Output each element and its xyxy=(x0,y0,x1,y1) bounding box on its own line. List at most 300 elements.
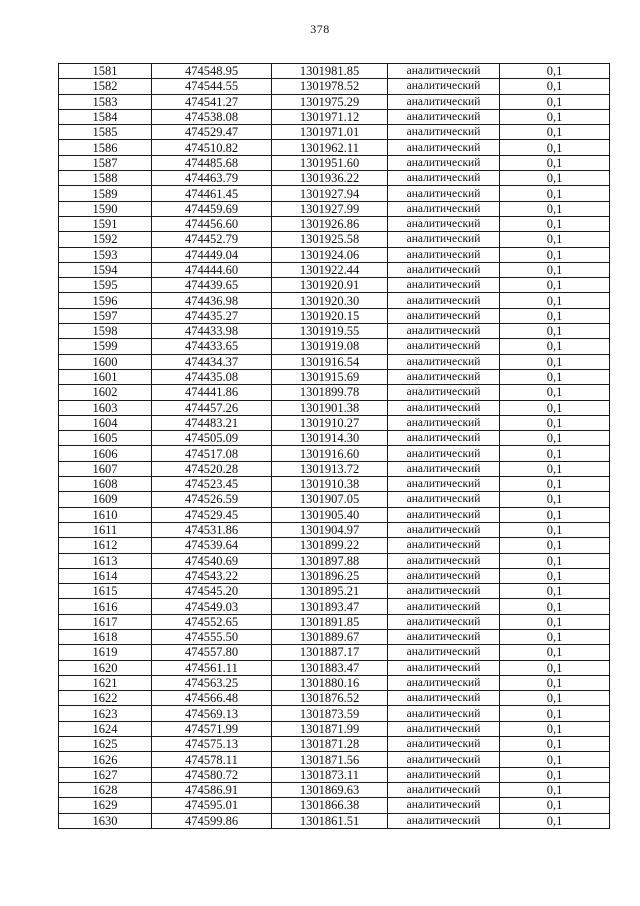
accuracy-cell: 0,1 xyxy=(500,140,610,155)
point-number-cell: 1617 xyxy=(59,614,152,629)
accuracy-cell: 0,1 xyxy=(500,767,610,782)
y-coordinate-cell: 1301873.11 xyxy=(272,767,388,782)
y-coordinate-cell: 1301876.52 xyxy=(272,691,388,706)
table-row xyxy=(59,232,610,247)
method-cell: аналитический xyxy=(388,308,500,323)
x-coordinate-cell: 474436.98 xyxy=(152,293,272,308)
y-coordinate-cell: 1301899.22 xyxy=(272,538,388,553)
accuracy-cell: 0,1 xyxy=(500,262,610,277)
x-coordinate-cell: 474444.60 xyxy=(152,262,272,277)
y-coordinate-cell: 1301897.88 xyxy=(272,553,388,568)
table-row xyxy=(59,461,610,476)
y-coordinate-cell: 1301866.38 xyxy=(272,798,388,813)
table-row xyxy=(59,813,610,828)
y-coordinate-cell: 1301971.12 xyxy=(272,109,388,124)
point-number-cell: 1613 xyxy=(59,553,152,568)
point-number-cell: 1623 xyxy=(59,706,152,721)
y-coordinate-cell: 1301975.29 xyxy=(272,94,388,109)
x-coordinate-cell: 474566.48 xyxy=(152,691,272,706)
table-row xyxy=(59,339,610,354)
table-row xyxy=(59,293,610,308)
point-number-cell: 1591 xyxy=(59,216,152,231)
point-number-cell: 1609 xyxy=(59,492,152,507)
y-coordinate-cell: 1301971.01 xyxy=(272,125,388,140)
accuracy-cell: 0,1 xyxy=(500,522,610,537)
x-coordinate-cell: 474540.69 xyxy=(152,553,272,568)
accuracy-cell: 0,1 xyxy=(500,308,610,323)
method-cell: аналитический xyxy=(388,568,500,583)
y-coordinate-cell: 1301910.27 xyxy=(272,415,388,430)
point-number-cell: 1625 xyxy=(59,737,152,752)
point-number-cell: 1594 xyxy=(59,262,152,277)
point-number-cell: 1601 xyxy=(59,369,152,384)
table-row xyxy=(59,584,610,599)
accuracy-cell: 0,1 xyxy=(500,247,610,262)
accuracy-cell: 0,1 xyxy=(500,584,610,599)
accuracy-cell: 0,1 xyxy=(500,706,610,721)
point-number-cell: 1610 xyxy=(59,507,152,522)
table-row xyxy=(59,614,610,629)
y-coordinate-cell: 1301962.11 xyxy=(272,140,388,155)
table-row xyxy=(59,171,610,186)
accuracy-cell: 0,1 xyxy=(500,813,610,828)
y-coordinate-cell: 1301871.28 xyxy=(272,737,388,752)
method-cell: аналитический xyxy=(388,538,500,553)
point-number-cell: 1603 xyxy=(59,400,152,415)
method-cell: аналитический xyxy=(388,645,500,660)
method-cell: аналитический xyxy=(388,431,500,446)
y-coordinate-cell: 1301891.85 xyxy=(272,614,388,629)
y-coordinate-cell: 1301926.86 xyxy=(272,216,388,231)
method-cell: аналитический xyxy=(388,94,500,109)
point-number-cell: 1600 xyxy=(59,354,152,369)
point-number-cell: 1630 xyxy=(59,813,152,828)
x-coordinate-cell: 474543.22 xyxy=(152,568,272,583)
method-cell: аналитический xyxy=(388,79,500,94)
point-number-cell: 1596 xyxy=(59,293,152,308)
point-number-cell: 1612 xyxy=(59,538,152,553)
method-cell: аналитический xyxy=(388,752,500,767)
x-coordinate-cell: 474457.26 xyxy=(152,400,272,415)
y-coordinate-cell: 1301981.85 xyxy=(272,64,388,79)
x-coordinate-cell: 474541.27 xyxy=(152,94,272,109)
accuracy-cell: 0,1 xyxy=(500,614,610,629)
y-coordinate-cell: 1301916.60 xyxy=(272,446,388,461)
table-row xyxy=(59,354,610,369)
accuracy-cell: 0,1 xyxy=(500,431,610,446)
method-cell: аналитический xyxy=(388,721,500,736)
table-row xyxy=(59,369,610,384)
x-coordinate-cell: 474531.86 xyxy=(152,522,272,537)
accuracy-cell: 0,1 xyxy=(500,216,610,231)
x-coordinate-cell: 474517.08 xyxy=(152,446,272,461)
accuracy-cell: 0,1 xyxy=(500,645,610,660)
y-coordinate-cell: 1301936.22 xyxy=(272,171,388,186)
x-coordinate-cell: 474595.01 xyxy=(152,798,272,813)
x-coordinate-cell: 474552.65 xyxy=(152,614,272,629)
accuracy-cell: 0,1 xyxy=(500,538,610,553)
method-cell: аналитический xyxy=(388,216,500,231)
table-row xyxy=(59,675,610,690)
y-coordinate-cell: 1301915.69 xyxy=(272,369,388,384)
y-coordinate-cell: 1301869.63 xyxy=(272,782,388,797)
y-coordinate-cell: 1301889.67 xyxy=(272,629,388,644)
x-coordinate-cell: 474571.99 xyxy=(152,721,272,736)
x-coordinate-cell: 474510.82 xyxy=(152,140,272,155)
point-number-cell: 1626 xyxy=(59,752,152,767)
method-cell: аналитический xyxy=(388,415,500,430)
accuracy-cell: 0,1 xyxy=(500,94,610,109)
table-row xyxy=(59,186,610,201)
x-coordinate-cell: 474555.50 xyxy=(152,629,272,644)
accuracy-cell: 0,1 xyxy=(500,171,610,186)
accuracy-cell: 0,1 xyxy=(500,324,610,339)
point-number-cell: 1620 xyxy=(59,660,152,675)
x-coordinate-cell: 474563.25 xyxy=(152,675,272,690)
point-number-cell: 1605 xyxy=(59,431,152,446)
x-coordinate-cell: 474545.20 xyxy=(152,584,272,599)
x-coordinate-cell: 474441.86 xyxy=(152,385,272,400)
accuracy-cell: 0,1 xyxy=(500,782,610,797)
table-row xyxy=(59,64,610,79)
point-number-cell: 1598 xyxy=(59,324,152,339)
point-number-cell: 1590 xyxy=(59,201,152,216)
table-row xyxy=(59,308,610,323)
method-cell: аналитический xyxy=(388,706,500,721)
method-cell: аналитический xyxy=(388,553,500,568)
y-coordinate-cell: 1301873.59 xyxy=(272,706,388,721)
point-number-cell: 1589 xyxy=(59,186,152,201)
y-coordinate-cell: 1301896.25 xyxy=(272,568,388,583)
x-coordinate-cell: 474538.08 xyxy=(152,109,272,124)
table-row xyxy=(59,446,610,461)
point-number-cell: 1622 xyxy=(59,691,152,706)
accuracy-cell: 0,1 xyxy=(500,553,610,568)
accuracy-cell: 0,1 xyxy=(500,354,610,369)
method-cell: аналитический xyxy=(388,660,500,675)
y-coordinate-cell: 1301914.30 xyxy=(272,431,388,446)
table-row xyxy=(59,522,610,537)
table-row xyxy=(59,79,610,94)
method-cell: аналитический xyxy=(388,798,500,813)
method-cell: аналитический xyxy=(388,813,500,828)
table-row xyxy=(59,109,610,124)
accuracy-cell: 0,1 xyxy=(500,415,610,430)
y-coordinate-cell: 1301920.91 xyxy=(272,278,388,293)
method-cell: аналитический xyxy=(388,155,500,170)
y-coordinate-cell: 1301978.52 xyxy=(272,79,388,94)
table-row xyxy=(59,507,610,522)
point-number-cell: 1615 xyxy=(59,584,152,599)
method-cell: аналитический xyxy=(388,369,500,384)
method-cell: аналитический xyxy=(388,737,500,752)
accuracy-cell: 0,1 xyxy=(500,675,610,690)
accuracy-cell: 0,1 xyxy=(500,79,610,94)
y-coordinate-cell: 1301927.99 xyxy=(272,201,388,216)
accuracy-cell: 0,1 xyxy=(500,629,610,644)
accuracy-cell: 0,1 xyxy=(500,721,610,736)
x-coordinate-cell: 474539.64 xyxy=(152,538,272,553)
accuracy-cell: 0,1 xyxy=(500,492,610,507)
accuracy-cell: 0,1 xyxy=(500,737,610,752)
table-row xyxy=(59,324,610,339)
table-row xyxy=(59,737,610,752)
accuracy-cell: 0,1 xyxy=(500,232,610,247)
accuracy-cell: 0,1 xyxy=(500,461,610,476)
method-cell: аналитический xyxy=(388,247,500,262)
x-coordinate-cell: 474548.95 xyxy=(152,64,272,79)
accuracy-cell: 0,1 xyxy=(500,660,610,675)
accuracy-cell: 0,1 xyxy=(500,109,610,124)
y-coordinate-cell: 1301913.72 xyxy=(272,461,388,476)
method-cell: аналитический xyxy=(388,691,500,706)
point-number-cell: 1595 xyxy=(59,278,152,293)
table-row xyxy=(59,125,610,140)
x-coordinate-cell: 474520.28 xyxy=(152,461,272,476)
point-number-cell: 1611 xyxy=(59,522,152,537)
accuracy-cell: 0,1 xyxy=(500,293,610,308)
x-coordinate-cell: 474561.11 xyxy=(152,660,272,675)
point-number-cell: 1584 xyxy=(59,109,152,124)
table-row xyxy=(59,140,610,155)
table-row xyxy=(59,553,610,568)
x-coordinate-cell: 474485.68 xyxy=(152,155,272,170)
x-coordinate-cell: 474529.47 xyxy=(152,125,272,140)
point-number-cell: 1614 xyxy=(59,568,152,583)
method-cell: аналитический xyxy=(388,477,500,492)
table-row xyxy=(59,385,610,400)
method-cell: аналитический xyxy=(388,492,500,507)
x-coordinate-cell: 474435.27 xyxy=(152,308,272,323)
y-coordinate-cell: 1301910.38 xyxy=(272,477,388,492)
y-coordinate-cell: 1301951.60 xyxy=(272,155,388,170)
method-cell: аналитический xyxy=(388,446,500,461)
coordinates-table-body xyxy=(59,64,610,829)
method-cell: аналитический xyxy=(388,324,500,339)
method-cell: аналитический xyxy=(388,614,500,629)
method-cell: аналитический xyxy=(388,109,500,124)
point-number-cell: 1585 xyxy=(59,125,152,140)
table-row xyxy=(59,706,610,721)
x-coordinate-cell: 474523.45 xyxy=(152,477,272,492)
point-number-cell: 1588 xyxy=(59,171,152,186)
table-row xyxy=(59,155,610,170)
x-coordinate-cell: 474483.21 xyxy=(152,415,272,430)
table-row xyxy=(59,752,610,767)
table-row xyxy=(59,645,610,660)
table-row xyxy=(59,477,610,492)
accuracy-cell: 0,1 xyxy=(500,477,610,492)
accuracy-cell: 0,1 xyxy=(500,385,610,400)
method-cell: аналитический xyxy=(388,125,500,140)
x-coordinate-cell: 474449.04 xyxy=(152,247,272,262)
y-coordinate-cell: 1301916.54 xyxy=(272,354,388,369)
point-number-cell: 1587 xyxy=(59,155,152,170)
x-coordinate-cell: 474452.79 xyxy=(152,232,272,247)
point-number-cell: 1583 xyxy=(59,94,152,109)
accuracy-cell: 0,1 xyxy=(500,798,610,813)
method-cell: аналитический xyxy=(388,140,500,155)
y-coordinate-cell: 1301883.47 xyxy=(272,660,388,675)
point-number-cell: 1606 xyxy=(59,446,152,461)
x-coordinate-cell: 474544.55 xyxy=(152,79,272,94)
method-cell: аналитический xyxy=(388,354,500,369)
x-coordinate-cell: 474463.79 xyxy=(152,171,272,186)
y-coordinate-cell: 1301895.21 xyxy=(272,584,388,599)
y-coordinate-cell: 1301899.78 xyxy=(272,385,388,400)
accuracy-cell: 0,1 xyxy=(500,752,610,767)
method-cell: аналитический xyxy=(388,629,500,644)
accuracy-cell: 0,1 xyxy=(500,64,610,79)
y-coordinate-cell: 1301924.06 xyxy=(272,247,388,262)
y-coordinate-cell: 1301861.51 xyxy=(272,813,388,828)
method-cell: аналитический xyxy=(388,385,500,400)
y-coordinate-cell: 1301904.97 xyxy=(272,522,388,537)
table-row xyxy=(59,94,610,109)
point-number-cell: 1593 xyxy=(59,247,152,262)
y-coordinate-cell: 1301919.08 xyxy=(272,339,388,354)
x-coordinate-cell: 474569.13 xyxy=(152,706,272,721)
x-coordinate-cell: 474461.45 xyxy=(152,186,272,201)
method-cell: аналитический xyxy=(388,782,500,797)
point-number-cell: 1582 xyxy=(59,79,152,94)
x-coordinate-cell: 474439.65 xyxy=(152,278,272,293)
x-coordinate-cell: 474505.09 xyxy=(152,431,272,446)
accuracy-cell: 0,1 xyxy=(500,278,610,293)
accuracy-cell: 0,1 xyxy=(500,568,610,583)
table-row xyxy=(59,201,610,216)
method-cell: аналитический xyxy=(388,767,500,782)
point-number-cell: 1599 xyxy=(59,339,152,354)
table-row xyxy=(59,798,610,813)
y-coordinate-cell: 1301880.16 xyxy=(272,675,388,690)
point-number-cell: 1607 xyxy=(59,461,152,476)
table-row xyxy=(59,721,610,736)
y-coordinate-cell: 1301907.05 xyxy=(272,492,388,507)
x-coordinate-cell: 474526.59 xyxy=(152,492,272,507)
table-row xyxy=(59,629,610,644)
method-cell: аналитический xyxy=(388,400,500,415)
method-cell: аналитический xyxy=(388,278,500,293)
method-cell: аналитический xyxy=(388,232,500,247)
table-row xyxy=(59,492,610,507)
y-coordinate-cell: 1301919.55 xyxy=(272,324,388,339)
accuracy-cell: 0,1 xyxy=(500,186,610,201)
point-number-cell: 1581 xyxy=(59,64,152,79)
table-row xyxy=(59,568,610,583)
x-coordinate-cell: 474575.13 xyxy=(152,737,272,752)
point-number-cell: 1627 xyxy=(59,767,152,782)
y-coordinate-cell: 1301871.99 xyxy=(272,721,388,736)
x-coordinate-cell: 474599.86 xyxy=(152,813,272,828)
table-row xyxy=(59,782,610,797)
point-number-cell: 1586 xyxy=(59,140,152,155)
y-coordinate-cell: 1301920.15 xyxy=(272,308,388,323)
table-row xyxy=(59,216,610,231)
table-row xyxy=(59,599,610,614)
table-row xyxy=(59,660,610,675)
table-row xyxy=(59,278,610,293)
point-number-cell: 1619 xyxy=(59,645,152,660)
method-cell: аналитический xyxy=(388,599,500,614)
y-coordinate-cell: 1301871.56 xyxy=(272,752,388,767)
point-number-cell: 1624 xyxy=(59,721,152,736)
table-row xyxy=(59,400,610,415)
x-coordinate-cell: 474456.60 xyxy=(152,216,272,231)
table-row xyxy=(59,415,610,430)
method-cell: аналитический xyxy=(388,584,500,599)
table-row xyxy=(59,431,610,446)
method-cell: аналитический xyxy=(388,507,500,522)
x-coordinate-cell: 474529.45 xyxy=(152,507,272,522)
accuracy-cell: 0,1 xyxy=(500,155,610,170)
coordinates-table xyxy=(58,63,610,829)
point-number-cell: 1616 xyxy=(59,599,152,614)
point-number-cell: 1618 xyxy=(59,629,152,644)
method-cell: аналитический xyxy=(388,262,500,277)
accuracy-cell: 0,1 xyxy=(500,201,610,216)
method-cell: аналитический xyxy=(388,186,500,201)
table-row xyxy=(59,538,610,553)
point-number-cell: 1592 xyxy=(59,232,152,247)
accuracy-cell: 0,1 xyxy=(500,400,610,415)
table-row xyxy=(59,691,610,706)
y-coordinate-cell: 1301920.30 xyxy=(272,293,388,308)
y-coordinate-cell: 1301901.38 xyxy=(272,400,388,415)
accuracy-cell: 0,1 xyxy=(500,507,610,522)
point-number-cell: 1602 xyxy=(59,385,152,400)
y-coordinate-cell: 1301893.47 xyxy=(272,599,388,614)
x-coordinate-cell: 474459.69 xyxy=(152,201,272,216)
page-number: 378 xyxy=(310,22,330,36)
x-coordinate-cell: 474434.37 xyxy=(152,354,272,369)
point-number-cell: 1628 xyxy=(59,782,152,797)
y-coordinate-cell: 1301922.44 xyxy=(272,262,388,277)
y-coordinate-cell: 1301905.40 xyxy=(272,507,388,522)
point-number-cell: 1621 xyxy=(59,675,152,690)
x-coordinate-cell: 474549.03 xyxy=(152,599,272,614)
table-row xyxy=(59,767,610,782)
point-number-cell: 1608 xyxy=(59,477,152,492)
point-number-cell: 1629 xyxy=(59,798,152,813)
x-coordinate-cell: 474435.08 xyxy=(152,369,272,384)
point-number-cell: 1597 xyxy=(59,308,152,323)
accuracy-cell: 0,1 xyxy=(500,691,610,706)
x-coordinate-cell: 474557.80 xyxy=(152,645,272,660)
accuracy-cell: 0,1 xyxy=(500,599,610,614)
x-coordinate-cell: 474433.65 xyxy=(152,339,272,354)
table-row xyxy=(59,262,610,277)
method-cell: аналитический xyxy=(388,522,500,537)
method-cell: аналитический xyxy=(388,293,500,308)
y-coordinate-cell: 1301927.94 xyxy=(272,186,388,201)
method-cell: аналитический xyxy=(388,461,500,476)
method-cell: аналитический xyxy=(388,64,500,79)
table-row xyxy=(59,247,610,262)
y-coordinate-cell: 1301887.17 xyxy=(272,645,388,660)
y-coordinate-cell: 1301925.58 xyxy=(272,232,388,247)
x-coordinate-cell: 474578.11 xyxy=(152,752,272,767)
method-cell: аналитический xyxy=(388,171,500,186)
accuracy-cell: 0,1 xyxy=(500,339,610,354)
x-coordinate-cell: 474586.91 xyxy=(152,782,272,797)
method-cell: аналитический xyxy=(388,675,500,690)
accuracy-cell: 0,1 xyxy=(500,446,610,461)
method-cell: аналитический xyxy=(388,339,500,354)
accuracy-cell: 0,1 xyxy=(500,369,610,384)
method-cell: аналитический xyxy=(388,201,500,216)
point-number-cell: 1604 xyxy=(59,415,152,430)
